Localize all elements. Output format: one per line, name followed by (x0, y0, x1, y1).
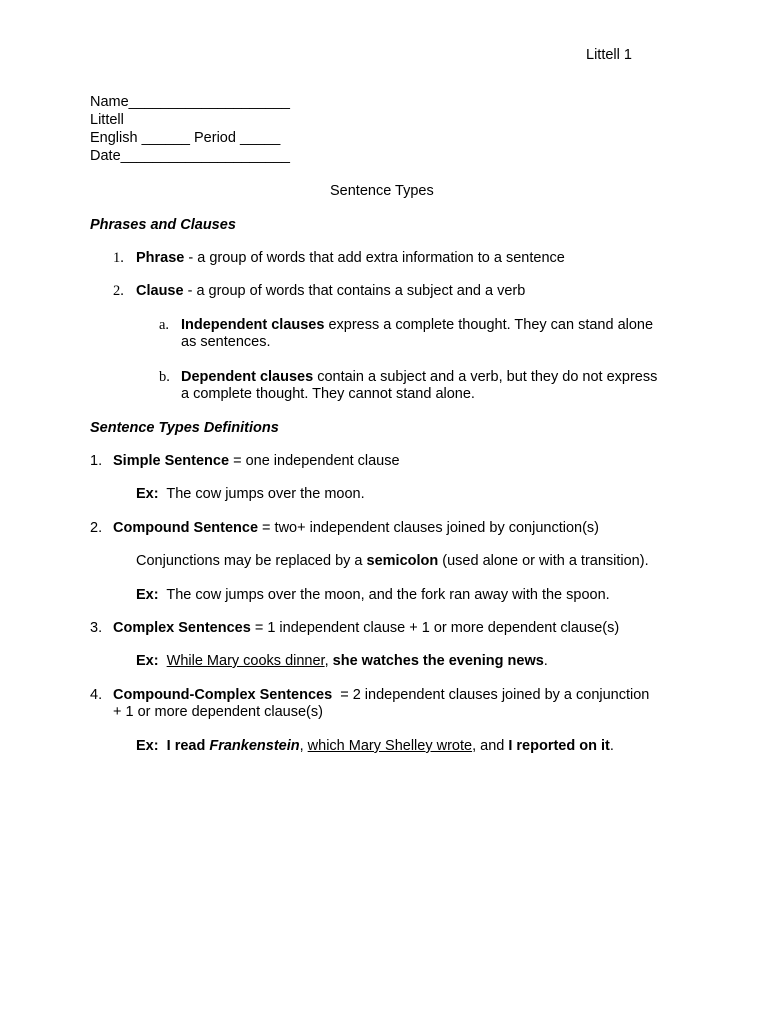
list-number: 2. (90, 520, 103, 536)
book-title: Frankenstein (209, 738, 300, 754)
punctuation: , (324, 653, 333, 669)
dependent-clause: While Mary cooks dinner (166, 653, 325, 669)
definition-simple (113, 453, 400, 469)
example-compound-complex (136, 738, 614, 754)
list-item-phrase (136, 250, 565, 266)
definition-continued: as sentences. (181, 334, 271, 350)
term: Independent clauses (181, 317, 325, 333)
list-number: 2. (113, 283, 124, 299)
list-item-clause (136, 283, 525, 299)
example-complex (136, 653, 548, 669)
teacher-line: Littell (90, 112, 124, 128)
example-compound (136, 587, 610, 603)
class-period-line (90, 130, 280, 146)
list-number: 1. (113, 250, 124, 266)
independent-clause: I reported on it (508, 738, 610, 754)
definition: = one independent clause (229, 453, 400, 469)
example-text: The cow jumps over the moon, and the fork ran away with the spoon. (158, 587, 610, 603)
conjunction: , and (472, 738, 509, 754)
list-number: 1. (90, 453, 103, 469)
term: Compound Sentence (113, 520, 259, 536)
term: Compound-Complex Sentences (113, 687, 333, 703)
section-heading-phrases-clauses: Phrases and Clauses (90, 217, 236, 233)
term: Complex Sentences (113, 620, 251, 636)
example-label: Ex: (136, 486, 159, 502)
note-text: (used alone or with a transition). (438, 553, 649, 569)
page-header: Littell 1 (586, 47, 632, 63)
definition-compound (113, 520, 599, 536)
definition: = two+ independent clauses joined by conjunction(s) (258, 520, 599, 536)
period-field: Period _____ (194, 130, 281, 146)
definition-compound-complex (113, 687, 649, 703)
definition-continued: a complete thought. They cannot stand alone. (181, 386, 475, 402)
list-letter: b. (159, 369, 170, 385)
definition: contain a subject and a verb, but they do not express (313, 369, 658, 385)
definition-continued: + 1 or more dependent clause(s) (113, 704, 323, 720)
definition-complex (113, 620, 619, 636)
list-item-independent (181, 317, 653, 333)
example-label: Ex: (136, 587, 159, 603)
term: Clause (136, 283, 184, 299)
punctuation: . (543, 653, 548, 669)
definition: express a complete thought. They can stand alone (324, 317, 654, 333)
list-letter: a. (159, 317, 170, 333)
term: Phrase (136, 250, 185, 266)
name-line: Name____________________ (90, 94, 290, 110)
term: Dependent clauses (181, 369, 314, 385)
independent-clause: she watches the evening news (332, 653, 544, 669)
definition: - a group of words that add extra information to a sentence (184, 250, 565, 266)
definition: = 1 independent clause + 1 or more dependent clause(s) (250, 620, 620, 636)
class-field: English ______ (90, 130, 190, 146)
section-heading-definitions: Sentence Types Definitions (90, 420, 279, 436)
semicolon-term: semicolon (366, 553, 439, 569)
list-number: 3. (90, 620, 103, 636)
list-number: 4. (90, 687, 103, 703)
definition: = 2 independent clauses joined by a conjunction (332, 687, 650, 703)
date-line: Date_____________________ (90, 148, 290, 164)
example-label: Ex: (136, 738, 159, 754)
independent-clause: I read (158, 738, 210, 754)
example-text: The cow jumps over the moon. (158, 486, 365, 502)
list-item-dependent (181, 369, 657, 385)
term: Simple Sentence (113, 453, 230, 469)
example-label: Ex: (136, 653, 159, 669)
punctuation: , (299, 738, 308, 754)
dependent-clause: which Mary Shelley wrote (307, 738, 473, 754)
note-text: Conjunctions may be replaced by a (136, 553, 367, 569)
punctuation: . (609, 738, 614, 754)
example-simple (136, 486, 365, 502)
document-title: Sentence Types (330, 183, 434, 199)
compound-note (136, 553, 649, 569)
definition: - a group of words that contains a subject and a verb (183, 283, 526, 299)
